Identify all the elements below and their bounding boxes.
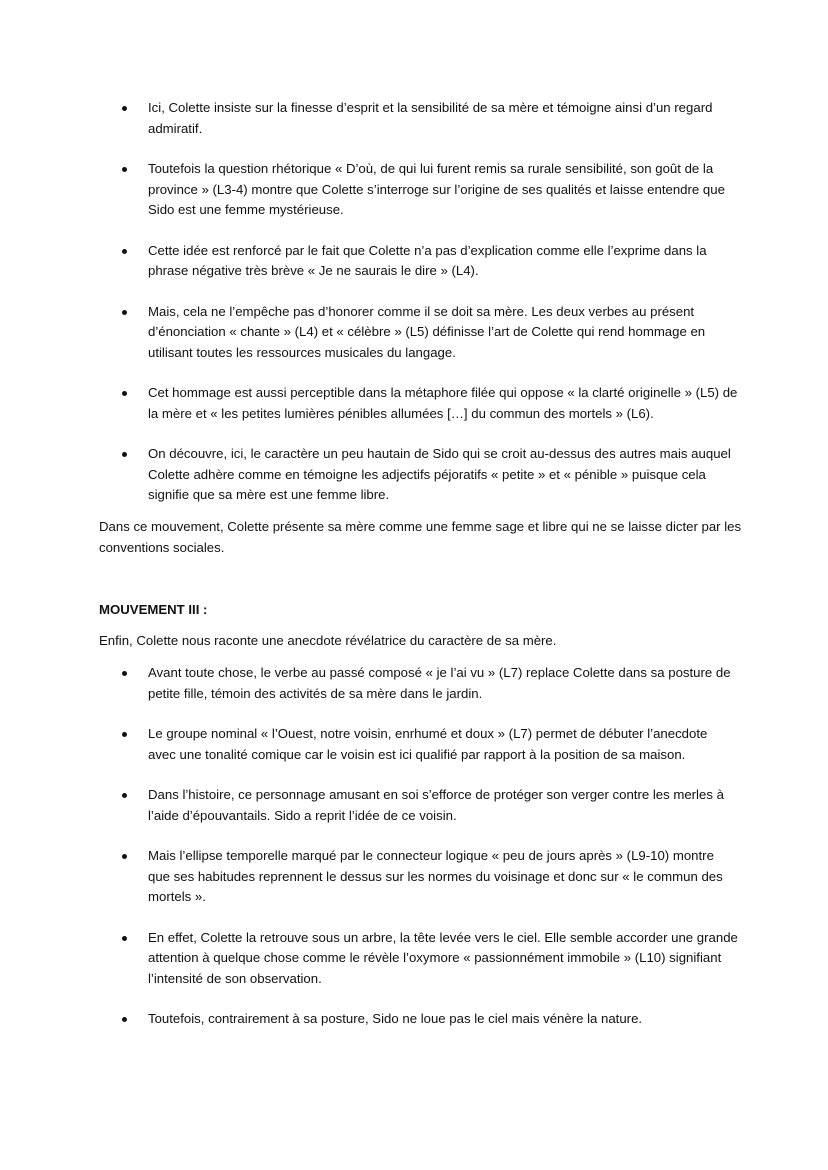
bullet-text: Le groupe nominal « l’Ouest, notre voisin, enrhumé et doux » (L7) permet de débuter l’anecdote avec une tonalité comique car le voisin est ici qualifié par rapport à la position de sa maison. [148,726,708,762]
list-item [0,444,828,506]
bullet-text: En effet, Colette la retrouve sous un arbre, la tête levée vers le ciel. Elle semble accorder une grande attention à quelque chose comme le révèle l’oxymore « passionnément immobile » (L10) signifiant l’intensité de son observation. [148,929,738,986]
bullet-text: Dans l’histoire, ce personnage amusant en soi s’efforce de protéger son verger contre les merles à l’aide d’épouvantails. Sido a reprit l’idée de ce voisin. [148,787,724,823]
list-item [0,846,828,908]
section3-heading: MOUVEMENT III : [99,602,208,617]
bullet-icon [122,106,127,111]
bullet-icon [122,452,127,457]
bullet-text: Toutefois la question rhétorique « D’où, de qui lui furent remis sa rurale sensibilité, son goût de la province » (L3-4) montre que Colette s’interroge sur l’origine de ses qualités et laisse entendre que Sido est une femme mystérieuse. [148,161,725,217]
bullet-text: Cette idée est renforcé par le fait que Colette n’a pas d’explication comme elle l’exprime dans la phrase négative très brève « Je ne saurais le dire » (L4). [148,242,707,278]
bullet-icon [122,793,127,798]
section2-conclusion: Dans ce mouvement, Colette présente sa mère comme une femme sage et libre qui ne se laisse dicter par les conventions sociales. [99,519,742,555]
bullet-icon [122,310,127,315]
bullet-text: Mais l’ellipse temporelle marqué par le connecteur logique « peu de jours après » (L9-10) montre que ses habitudes reprennent le dessus sur les normes du voisinage et donc sur « le commun des mortels ». [148,848,723,904]
bullet-text: Mais, cela ne l’empêche pas d’honorer comme il se doit sa mère. Les deux verbes au présent d’énonciation « chante » (L4) et « célèbre » (L5) définisse l’art de Colette qui rend hommage en utilisant toutes les ressources musicales du langage. [148,303,706,360]
list-item [0,98,828,139]
list-item [0,302,828,364]
bullet-icon [122,732,127,737]
bullet-text: Ici, Colette insiste sur la finesse d’esprit et la sensibilité de sa mère et témoigne ainsi d’un regard admiratif. [148,100,713,136]
list-item [0,724,828,765]
section3-intro: Enfin, Colette nous raconte une anecdote révélatrice du caractère de sa mère. [99,633,557,648]
bullet-icon [122,167,127,172]
bullet-text: Toutefois, contrairement à sa posture, Sido ne loue pas le ciel mais vénère la nature. [148,1011,643,1026]
bullet-text: On découvre, ici, le caractère un peu hautain de Sido qui se croit au-dessus des autres mais auquel Colette adhère comme en témoigne les adjectifs péjoratifs « petite » et « pénible » puisque cela signifie que sa mère est une femme libre. [148,446,731,502]
bullet-icon [122,249,127,254]
list-item [0,928,828,990]
bullet-icon [122,391,127,396]
bullet-icon [122,936,127,941]
list-item [0,159,828,221]
bullet-icon [122,1017,127,1022]
bullet-icon [122,854,127,859]
list-item [0,663,828,704]
section2-bullet-list [0,98,828,506]
bullet-text: Avant toute chose, le verbe au passé composé « je l’ai vu » (L7) replace Colette dans sa posture de petite fille, témoin des activités de sa mère dans le jardin. [148,665,731,701]
section3-bullet-list [0,663,828,1030]
list-item [0,785,828,826]
list-item [0,1009,828,1030]
bullet-text: Cet hommage est aussi perceptible dans la métaphore filée qui oppose « la clarté originelle » (L5) de la mère et « les petites lumières pénibles allumées […] du commun des mortels » (L6). [148,385,738,421]
list-item [0,241,828,282]
list-item [0,383,828,424]
bullet-icon [122,671,127,676]
